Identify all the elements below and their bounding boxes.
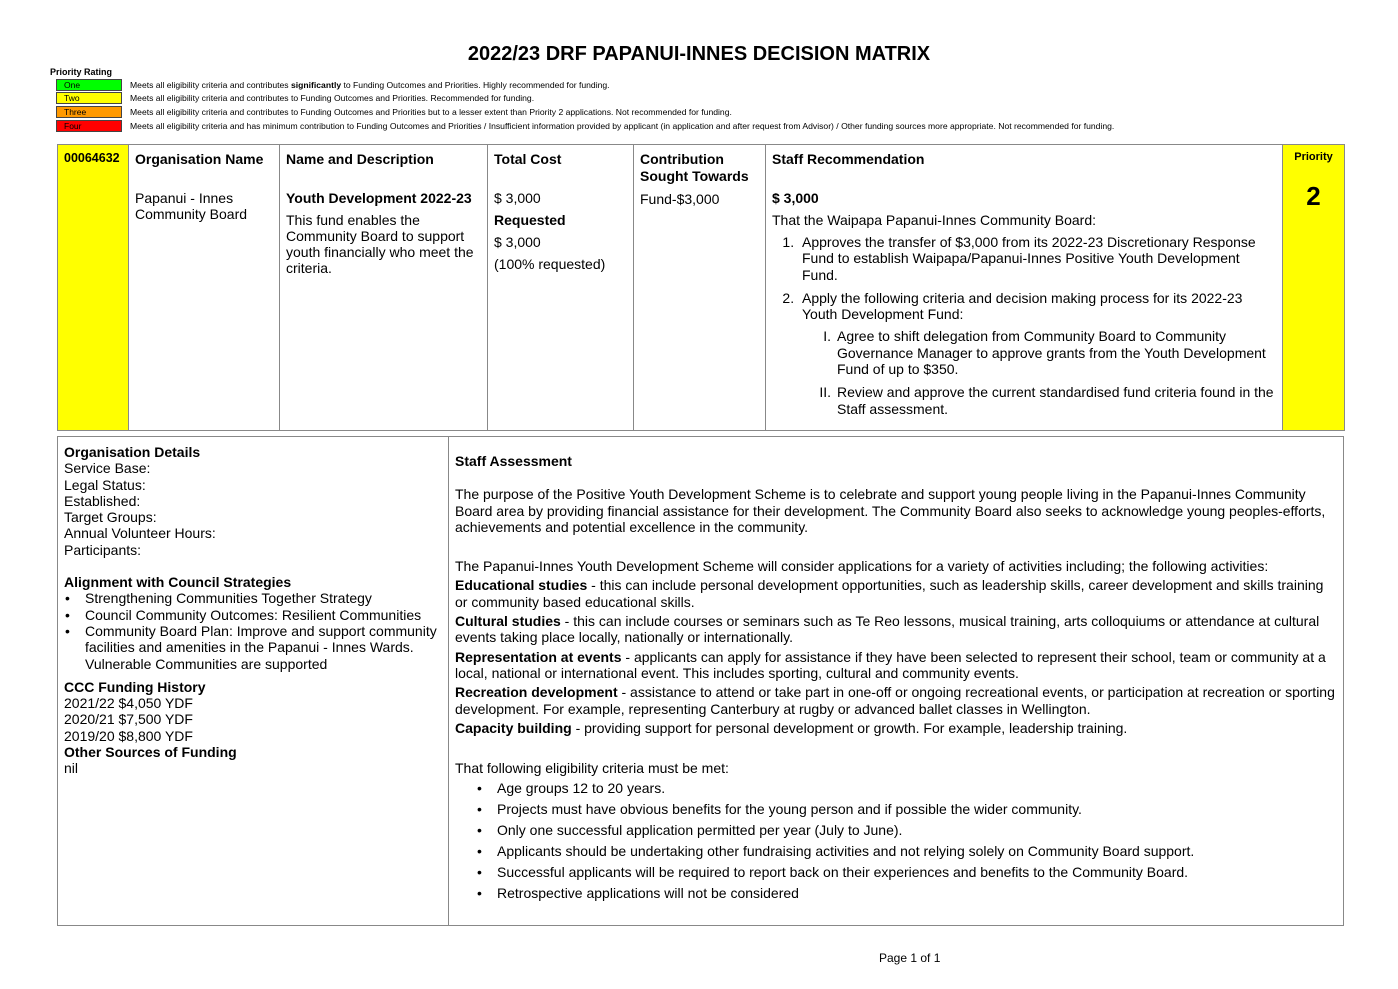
criteria-list [455,780,1337,901]
staff-rec-header: Staff Recommendation [772,151,925,167]
org-details-panel [58,437,449,926]
decision-matrix-table [57,144,1345,431]
rec-item: 2. Apply the following criteria and decision making process for its 2022-23 Youth Development Fund: I. Agree to shift delegation from Community Board to Community Governance Manager to approve grants from the Youth Development Fund of up to $350. II. Review and approve the current standardised fund criteria found in the Staff assessment. [798,290,1276,417]
activity-item: Educational studies - this can include personal development opportunities, such as leadership skills, career development and skills training or community based educational skills. [455,577,1324,610]
legend-desc: Meets all eligibility criteria and contributes significantly to Funding Outcomes and Priorities. Highly recommended for funding. [130,79,610,90]
funding-item: 2020/21 $7,500 YDF [64,711,193,728]
funding-history-heading: CCC Funding History [64,678,206,695]
legend-swatch-two: Two [56,92,122,104]
purpose-text: The purpose of the Positive Youth Development Scheme is to celebrate and support young people living in the Papanui-Innes Community Board area by providing financial assistance for their development. The Community Board also seeks to acknowledge young peoples-efforts, achievements and potential excellence in the community. [455,486,1326,535]
field-established: Established: [64,492,141,509]
contribution-cell [634,145,766,431]
field-participants: Participants: [64,541,142,558]
details-assessment-table [57,436,1344,926]
rec-sub-list [802,328,1276,416]
requested-label: Requested [494,212,566,228]
staff-assessment-heading: Staff Assessment [455,453,572,469]
list-item: • Community Board Plan: Improve and support community facilities and amenities in the Papanui - Innes Wards. Vulnerable Communities are supported [85,623,442,672]
org-name-cell [129,145,280,431]
list-item: • Projects must have obvious benefits for the young person and if possible the wider community. [497,801,1337,817]
list-item: • Applicants should be undertaking other fundraising activities and not relying solely on Community Board support. [497,843,1337,859]
legend-swatch-one: One [56,79,122,91]
legend-row [50,92,1114,106]
application-id: 00064632 [64,151,120,165]
priority-legend-label: Priority Rating [50,67,113,77]
total-cost-header: Total Cost [494,151,562,167]
field-target-groups: Target Groups: [64,509,157,526]
field-legal-status: Legal Status: [64,476,146,493]
legend-desc: Meets all eligibility criteria and contributes to Funding Outcomes and Priorities. Recommended for funding. [130,93,535,104]
priority-cell [1283,145,1345,431]
rec-intro: That the Waipapa Papanui-Innes Community Board: [772,212,1096,228]
rec-item: 1. Approves the transfer of $3,000 from its 2022-23 Discretionary Response Fund to establish Waipapa/Papanui-Innes Positive Youth Development Fund. [798,234,1276,283]
list-item: • Only one successful application permitted per year (July to June). [497,822,1337,838]
list-item: • Successful applicants will be required to report back on their experiences and benefits to the Community Board. [497,864,1337,880]
total-cost-value: $ 3,000 [494,190,541,206]
alignment-list [64,590,442,671]
rec-sub-item: II. Review and approve the current standardised fund criteria found in the Staff assessment. [819,384,1274,417]
list-item: • Strengthening Communities Together Strategy [85,590,442,606]
field-service-base: Service Base: [64,460,151,477]
funding-item: 2021/22 $4,050 YDF [64,695,193,712]
legend-row [50,105,1114,119]
contribution-header: Contribution Sought Towards [640,151,749,184]
priority-value: 2 [1306,181,1321,211]
staff-recommendation-cell [766,145,1283,431]
priority-legend [50,67,1114,132]
legend-row [50,119,1114,133]
org-name-value: Papanui - Innes Community Board [135,190,248,222]
project-desc: This fund enables the Community Board to support youth financially who meet the criteria. [286,212,474,276]
activity-item: Recreation development - assistance to attend or take part in one-off or ongoing recreational events, or participation at recreation or sporting development. For example, representing Canterbury at rugby or advanced ballet classes in Wellington. [455,684,1335,717]
activities-intro: The Papanui-Innes Youth Development Scheme will consider applications for a variety of activities including; the following activities: [455,558,1269,575]
requested-amount: $ 3,000 [494,234,541,250]
rec-sub-item: I. Agree to shift delegation from Community Board to Community Governance Manager to approve grants from the Youth Development Fund of up to $350. [823,328,1266,378]
org-name-header: Organisation Name [135,151,264,167]
activity-item: Cultural studies - this can include courses or seminars such as Te Reo lessons, musical training, arts colloquiums or attendance at cultural events taking place locally, nationally or internationally. [455,613,1320,646]
list-item: • Age groups 12 to 20 years. [497,780,1337,796]
rec-amount: $ 3,000 [772,190,819,206]
list-item: • Council Community Outcomes: Resilient Communities [85,607,442,623]
legend-desc: Meets all eligibility criteria and has minimum contribution to Funding Outcomes and Priorities / Insufficient information provided by applicant (in application and after request from Advisor) / Other funding sources more appropriate. Not recommended for funding. [130,120,1115,131]
page-title: 2022/23 DRF PAPANUI-INNES DECISION MATRIX [467,43,931,65]
legend-row [50,78,1114,92]
rec-list [772,234,1276,417]
contribution-value: Fund-$3,000 [640,191,720,207]
other-funding-value: nil [64,760,79,777]
activity-item: Representation at events - applicants can apply for assistance if they have been selected to represent their school, team or community at a local, national or international event. This includes sporting, cultural and community events. [455,648,1326,681]
other-funding-heading: Other Sources of Funding [64,744,237,761]
criteria-intro: That following eligibility criteria must be met: [455,760,729,777]
page-number: Page 1 of 1 [879,951,941,965]
legend-desc: Meets all eligibility criteria and contributes to Funding Outcomes and Priorities but to a lesser extent than Priority 2 applications. Not recommended for funding. [130,106,732,117]
application-id-cell [58,145,129,431]
activity-item: Capacity building - providing support for personal development or growth. For example, leadership training. [455,719,1128,736]
name-desc-cell [280,145,488,431]
list-item: • Retrospective applications will not be considered [497,885,1337,901]
alignment-heading: Alignment with Council Strategies [64,574,292,591]
staff-assessment-panel [449,437,1344,926]
legend-swatch-three: Three [56,106,122,118]
org-details-heading: Organisation Details [64,444,201,460]
priority-header: Priority [1294,151,1333,163]
requested-pct: (100% requested) [494,256,606,272]
project-name: Youth Development 2022-23 [286,190,472,206]
total-cost-cell [488,145,634,431]
field-volunteer-hours: Annual Volunteer Hours: [64,525,216,542]
funding-item: 2019/20 $8,800 YDF [64,727,193,744]
legend-swatch-four: Four [56,120,122,132]
name-desc-header: Name and Description [286,151,434,167]
